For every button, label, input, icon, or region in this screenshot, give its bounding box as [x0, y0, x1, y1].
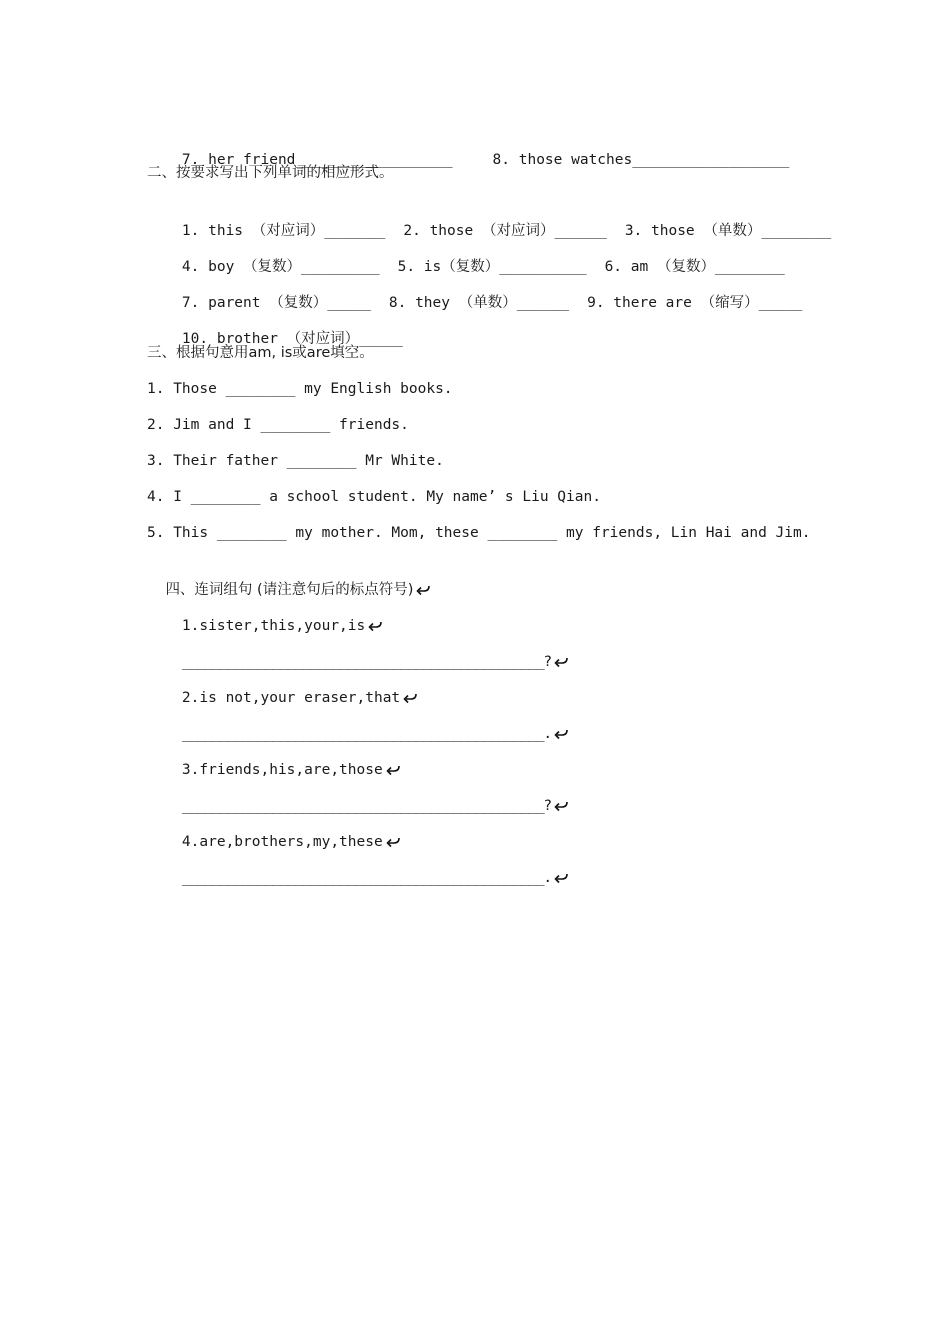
- s4-answer-3-blank: ________________________________________________?: [181, 798, 551, 814]
- s2-item-6: 6. am （复数）________: [604, 259, 785, 275]
- q1-item-7: 7. her friend__________________: [181, 152, 453, 168]
- s4-prompt-2: [147, 665, 418, 706]
- s4-prompt-3: [147, 737, 401, 778]
- return-arrow-icon: [415, 584, 431, 596]
- section3-heading: 三、根据句意用am, is或are填空。: [147, 345, 374, 361]
- s3-item-5: 5. This ________ my mother. Mom, these ________ my friends, Lin Hai and Jim.: [147, 525, 811, 541]
- s3-item-2: 2. Jim and I ________ friends.: [147, 417, 409, 433]
- section2-heading: 二、按要求写出下列单词的相应形式。: [147, 165, 394, 181]
- s4-answer-2-blank: ________________________________________________.: [181, 726, 551, 742]
- return-arrow-icon: [553, 800, 569, 812]
- section2-row-1: [147, 198, 832, 239]
- s2-item-5: 5. is（复数）__________: [397, 259, 587, 275]
- s3-item-1: 1. Those ________ my English books.: [147, 381, 453, 397]
- section2-row-3: [147, 270, 803, 311]
- q1-item-8: 8. those watches__________________: [492, 152, 790, 168]
- s4-prompt-2-text: 2.is not,your eraser,that: [181, 690, 401, 706]
- s2-item-4: 4. boy （复数）_________: [181, 259, 380, 275]
- s4-answer-2: [147, 701, 569, 742]
- s2-item-2: 2. those （对应词）______: [403, 223, 607, 239]
- section2-row-4: [147, 306, 403, 347]
- s4-answer-3: [147, 773, 569, 814]
- s4-answer-1: [147, 629, 569, 670]
- return-arrow-icon: [553, 872, 569, 884]
- q1-row-4: [147, 127, 790, 168]
- s2-item-8: 8. they （单数）______: [388, 295, 570, 311]
- return-arrow-icon: [553, 656, 569, 668]
- section2-row-2: [147, 234, 785, 275]
- s3-item-4: 4. I ________ a school student. My name’ s Liu Qian.: [147, 489, 601, 505]
- s2-item-1: 1. this （对应词）_______: [181, 223, 386, 239]
- s2-item-9: 9. there are （缩写）_____: [587, 295, 803, 311]
- section4-heading-text: 四、连词组句 (请注意句后的标点符号): [165, 582, 414, 598]
- s4-prompt-1: [147, 593, 383, 634]
- s2-item-7: 7. parent （复数）_____: [181, 295, 371, 311]
- s2-item-10: 10. brother （对应词）_____: [181, 331, 403, 347]
- s4-prompt-1-text: 1.sister,this,your,is: [181, 618, 366, 634]
- s2-item-3: 3. those （单数）________: [624, 223, 832, 239]
- section4-heading: [147, 557, 431, 598]
- s4-prompt-4-text: 4.are,brothers,my,these: [181, 834, 383, 850]
- return-arrow-icon: [553, 728, 569, 740]
- s3-item-3: 3. Their father ________ Mr White.: [147, 453, 444, 469]
- s4-answer-1-blank: ________________________________________________?: [181, 654, 551, 670]
- s4-prompt-3-text: 3.friends,his,are,those: [181, 762, 383, 778]
- s4-answer-4-blank: ________________________________________________.: [181, 870, 551, 886]
- s4-prompt-4: [147, 809, 401, 850]
- s4-answer-4: [147, 845, 569, 886]
